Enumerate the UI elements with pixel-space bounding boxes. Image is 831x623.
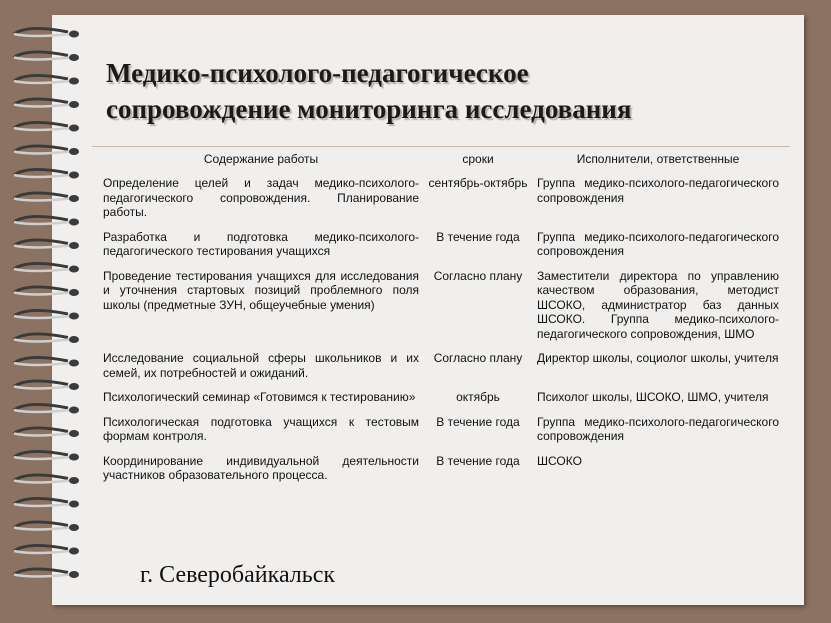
content-cell: Проведение тестирования учащихся для исследования и уточнения стартовых позиций проблемного поля школы (предметные ЗУН, общеучебные умения) — [103, 268, 419, 312]
spiral-coil — [14, 240, 79, 249]
spiral-coil — [14, 75, 79, 84]
executors-cell: Психолог школы, ШСОКО, ШМО, учителя — [537, 390, 769, 404]
term-cell: В течение года — [436, 453, 520, 468]
table-row — [100, 390, 782, 415]
spiral-coil — [14, 169, 79, 178]
term-cell: октябрь — [456, 390, 500, 404]
table-header-row — [100, 150, 782, 176]
spiral-coil — [14, 475, 79, 484]
executors-cell: Группа медико-психолого-педагогического сопровождения — [537, 176, 779, 205]
spiral-coil — [14, 263, 79, 272]
spiral-coil — [14, 122, 79, 131]
spiral-coil — [14, 569, 79, 578]
executors-cell: Группа медико-психолого-педагогического сопровождения — [537, 414, 779, 443]
spiral-coil — [14, 498, 79, 507]
spiral-coil — [14, 381, 79, 390]
spiral-coil — [14, 334, 79, 343]
content-cell: Координирование индивидуальной деятельности участников образовательного процесса. — [103, 453, 419, 482]
term-cell: Согласно плану — [433, 268, 523, 283]
title-line-1: Медико-психолого-педагогическое — [106, 58, 529, 88]
term-cell: сентябрь-октябрь — [428, 176, 528, 190]
spiral-coil — [14, 310, 79, 319]
executors-cell: Директор школы, социолог школы, учителя — [537, 351, 779, 365]
table-row — [100, 351, 782, 390]
page-title — [106, 55, 796, 127]
executors-cell: Заместители директора по управлению качеством образования, методист ШСОКО, администратор баз данных ШСОКО. Группа медико-психолого-педагогического сопровождения, ШМО — [537, 268, 779, 341]
spiral-coil — [14, 146, 79, 155]
content-cell: Определение целей и задач медико-психолого-педагогического сопровождения. Планирование работы. — [103, 176, 419, 219]
column-header: Содержание работы — [203, 152, 319, 166]
spiral-coil — [14, 28, 79, 37]
title-line-2: сопровождение мониторинга исследования — [106, 94, 632, 124]
spiral-coil — [14, 216, 79, 225]
term-cell: Согласно плану — [433, 351, 523, 365]
content-cell: Разработка и подготовка медико-психолого-педагогического тестирования учащихся — [103, 229, 419, 258]
spiral-coil — [14, 404, 79, 413]
spiral-coil — [14, 99, 79, 108]
spiral-coil — [14, 287, 79, 296]
city-caption: г. Северобайкальск — [140, 562, 336, 588]
executors-cell: Группа медико-психолого-педагогического сопровождения — [537, 229, 779, 258]
column-header: Исполнители, ответственные — [576, 152, 740, 166]
spiral-coil — [14, 357, 79, 366]
spiral-coil — [14, 451, 79, 460]
spiral-coil — [14, 193, 79, 202]
column-header: сроки — [462, 152, 494, 166]
spiral-coil — [14, 522, 79, 531]
monitoring-table — [100, 150, 782, 493]
table-row — [100, 176, 782, 230]
executors-cell: ШСОКО — [537, 453, 582, 468]
table-row — [100, 415, 782, 454]
header-divider — [92, 146, 790, 147]
spiral-binding-icon — [8, 22, 88, 602]
spiral-coil — [14, 545, 79, 554]
table-row — [100, 454, 782, 493]
content-cell: Исследование социальной сферы школьников и их семей, их потребностей и ожиданий. — [103, 351, 419, 380]
term-cell: В течение года — [436, 229, 520, 244]
content-cell: Психологический семинар «Готовимся к тестированию» — [103, 390, 416, 404]
table-row — [100, 269, 782, 352]
content-cell: Психологическая подготовка учащихся к тестовым формам контроля. — [103, 414, 419, 443]
spiral-coil — [14, 52, 79, 61]
table-row — [100, 230, 782, 269]
term-cell: В течение года — [436, 414, 520, 429]
spiral-coil — [14, 428, 79, 437]
